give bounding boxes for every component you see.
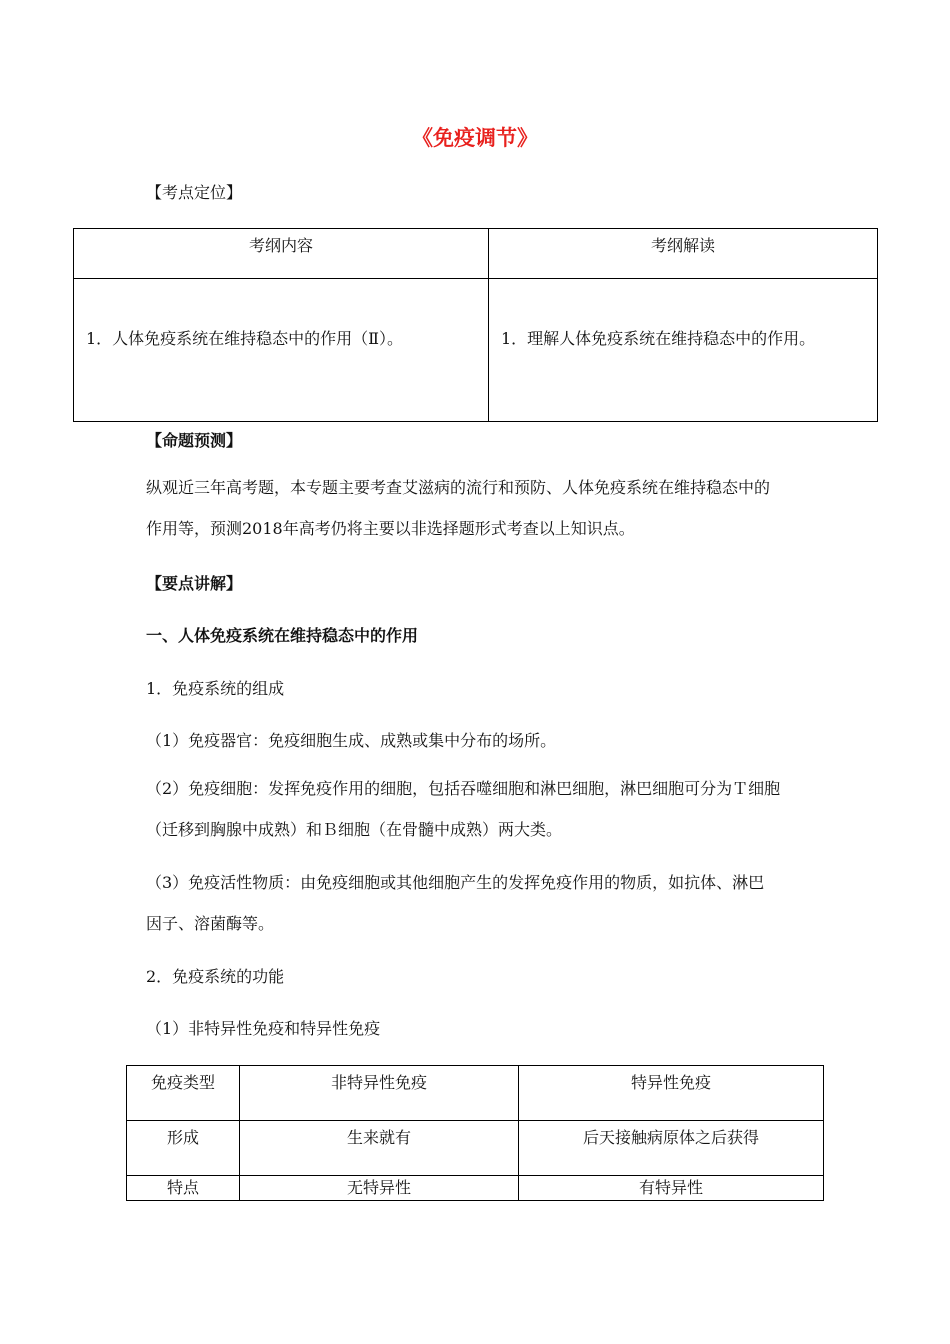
immunity-comparison-table xyxy=(126,1065,824,1201)
paragraph-line: 纵观近三年高考题，本专题主要考查艾滋病的流行和预防、人体免疫系统在维持稳态中的 xyxy=(146,478,771,497)
section-yaodian-heading: 【要点讲解】 xyxy=(146,574,243,593)
paragraph-line: 因子、溶菌酶等。 xyxy=(146,914,275,933)
item-immune-organs: （1）免疫器官：免疫细胞生成、成熟或集中分布的场所。 xyxy=(146,731,557,750)
table-header-row xyxy=(127,1066,824,1121)
table-row xyxy=(127,1176,824,1201)
table-cell: 特点 xyxy=(127,1176,240,1201)
paragraph-line: （迁移到胸腺中成熟）和Ｂ细胞（在骨髓中成熟）两大类。 xyxy=(146,820,563,839)
table-row xyxy=(74,279,878,422)
prediction-paragraph xyxy=(146,467,770,549)
table-cell: 无特异性 xyxy=(240,1176,519,1201)
table-cell: 生来就有 xyxy=(240,1121,519,1176)
exam-outline-table xyxy=(73,228,878,422)
table-cell: 后天接触病原体之后获得 xyxy=(519,1121,824,1176)
table-header-cell: 考纲内容 xyxy=(74,229,489,279)
table-header-cell: 特异性免疫 xyxy=(519,1066,824,1121)
subheading-composition: 1．免疫系统的组成 xyxy=(146,679,285,698)
document-title: 《免疫调节》 xyxy=(412,126,538,150)
item-active-substances xyxy=(146,862,764,944)
table-header-cell: 免疫类型 xyxy=(127,1066,240,1121)
table-header-cell: 非特异性免疫 xyxy=(240,1066,519,1121)
table-header-cell: 考纲解读 xyxy=(489,229,878,279)
table-header-row xyxy=(74,229,878,279)
table-cell: 形成 xyxy=(127,1121,240,1176)
paragraph-line: （3）免疫活性物质：由免疫细胞或其他细胞产生的发挥免疫作用的物质，如抗体、淋巴 xyxy=(146,873,765,892)
section-kaodian-heading: 【考点定位】 xyxy=(146,183,243,202)
paragraph-line: （2）免疫细胞：发挥免疫作用的细胞，包括吞噬细胞和淋巴细胞，淋巴细胞可分为Ｔ细胞 xyxy=(146,779,781,798)
paragraph-line: 作用等，预测2018年高考仍将主要以非选择题形式考查以上知识点。 xyxy=(146,519,635,538)
item-immune-cells xyxy=(146,768,780,850)
table-cell: 1．人体免疫系统在维持稳态中的作用（Ⅱ）。 xyxy=(74,279,489,422)
subheading-immunity-types: （1）非特异性免疫和特异性免疫 xyxy=(146,1019,381,1038)
table-row xyxy=(127,1121,824,1176)
table-cell: 有特异性 xyxy=(519,1176,824,1201)
table-cell: 1．理解人体免疫系统在维持稳态中的作用。 xyxy=(489,279,878,422)
subheading-functions: 2．免疫系统的功能 xyxy=(146,967,285,986)
heading-immune-role: 一、人体免疫系统在维持稳态中的作用 xyxy=(146,626,419,645)
section-yuce-heading: 【命题预测】 xyxy=(146,431,243,450)
